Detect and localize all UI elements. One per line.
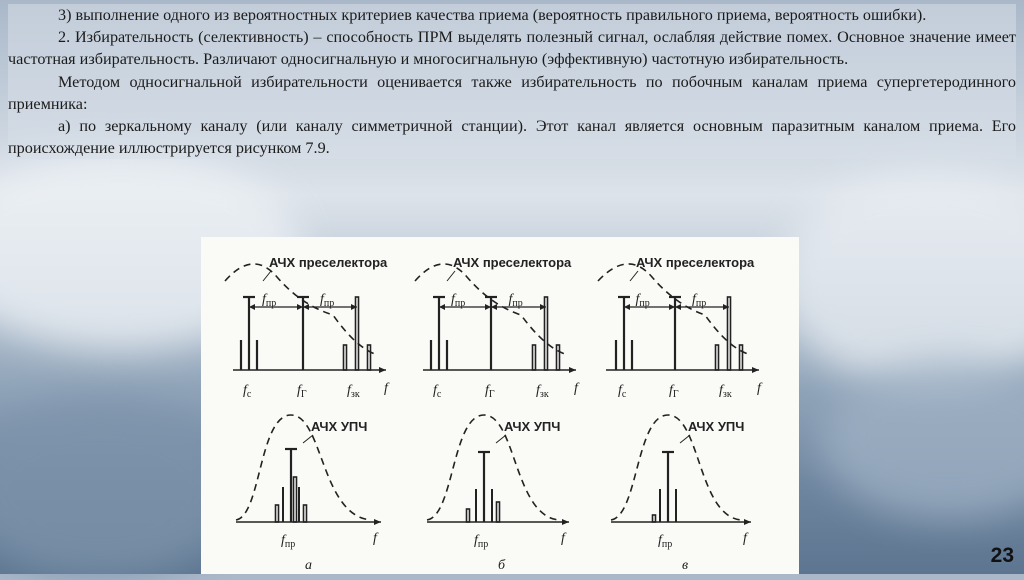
fg-label-2: $f_Г$: [485, 383, 495, 400]
mirror-carrier-3: [728, 297, 731, 370]
if-mirror-l-1: [276, 505, 279, 522]
bottom-f-label-2: f: [561, 531, 565, 546]
paragraph-2: 2. Избирательность (селективность) – способность ПРМ выделять полезный сигнал, ослабляя действие помех. Основное значение имеет частотная избирательность. Различают односигнальную и многосигнальную (эффективную) частотную избирательность.: [8, 28, 1016, 69]
figure-7-9: [201, 237, 799, 574]
bottom-f-label-3: f: [743, 531, 747, 546]
fzk-label-1: $f_{зк}$: [347, 383, 360, 400]
fzk-label-3: $f_{зк}$: [719, 383, 732, 400]
preselector-leader-1: [263, 271, 271, 281]
fpr-label-left-2: $f_{пр}$: [451, 292, 466, 309]
fpr-bottom-label-1: $f_{пр}$: [281, 533, 296, 550]
fc-label-3: $f_с$: [618, 383, 627, 400]
paragraph-1: 3) выполнение одного из вероятностных критериев качества приема (вероятность правильного приема, вероятность ошибки).: [58, 6, 927, 24]
paragraph-3: Методом односигнальной избирательности оценивается также избирательность по побочным каналам приема супергетеродинного приемника:: [8, 72, 1016, 113]
preselector-label-2: АЧХ преселектора: [453, 255, 572, 270]
top-axis-arrow-2: [569, 367, 576, 373]
fpr-bottom-label-2: $f_{пр}$: [474, 533, 489, 550]
fc-label-1: $f_с$: [243, 383, 252, 400]
if-mirror-l-2: [467, 509, 470, 522]
preselector-label-1: АЧХ преселектора: [269, 255, 388, 270]
top-f-label-2: f: [574, 381, 578, 396]
top-f-label-1: f: [384, 381, 388, 396]
if-mirror-r-2: [497, 502, 500, 522]
top-axis-arrow-1: [379, 367, 386, 373]
background-cloud: [780, 170, 1024, 390]
top-axis-arrow-3: [752, 367, 759, 373]
background-cloud: [820, 360, 1024, 520]
upch-leader-1: [303, 435, 313, 443]
upch-label-3: АЧХ УПЧ: [688, 419, 745, 434]
panel-letter-3: в: [682, 558, 689, 573]
bottom-axis-arrow-3: [744, 519, 751, 525]
preselector-leader-2: [447, 271, 455, 281]
upch-leader-3: [680, 435, 690, 443]
panel-letter-2: б: [498, 558, 506, 573]
upch-label-1: АЧХ УПЧ: [311, 419, 368, 434]
top-f-label-3: f: [757, 381, 761, 396]
page-number: 23: [990, 544, 1014, 567]
mirror-sideband-right-2: [557, 345, 560, 370]
mirror-sideband-left-2: [533, 345, 536, 370]
panel-letter-1: а: [305, 558, 312, 573]
fpr-bottom-label-3: $f_{пр}$: [658, 533, 673, 550]
if-mirror-c-1: [294, 477, 297, 522]
fzk-label-2: $f_{зк}$: [536, 383, 549, 400]
fc-label-2: $f_с$: [433, 383, 442, 400]
fg-label-1: $f_Г$: [297, 383, 307, 400]
mirror-sideband-left-1: [344, 345, 347, 370]
fpr-label-left-1: $f_{пр}$: [262, 292, 277, 309]
paragraph-4: а) по зеркальному каналу (или каналу симметричной станции). Этот канал является основным паразитным каналом приема. Его происхождение иллюстрируется рисунком 7.9.: [8, 117, 1016, 158]
mirror-carrier-2: [545, 297, 548, 370]
body-text: [8, 4, 1016, 159]
bottom-axis-arrow-1: [374, 519, 381, 525]
bottom-axis-arrow-2: [562, 519, 569, 525]
fg-label-3: $f_Г$: [669, 383, 679, 400]
mirror-carrier-1: [356, 297, 359, 370]
figure-7-9-diagram: [201, 237, 799, 574]
if-mirror-l-3: [653, 515, 656, 522]
if-mirror-r-1: [304, 505, 307, 522]
preselector-leader-3: [630, 271, 638, 281]
mirror-sideband-right-3: [740, 345, 743, 370]
fpr-label-right-3: $f_{пр}$: [692, 292, 707, 309]
mirror-sideband-left-3: [716, 345, 719, 370]
preselector-label-3: АЧХ преселектора: [636, 255, 755, 270]
bottom-f-label-1: f: [373, 531, 377, 546]
fpr-label-left-3: $f_{пр}$: [635, 292, 650, 309]
mirror-sideband-right-1: [368, 345, 371, 370]
fpr-label-right-1: $f_{пр}$: [320, 292, 335, 309]
upch-label-2: АЧХ УПЧ: [504, 419, 561, 434]
upch-leader-2: [496, 435, 506, 443]
fpr-label-right-2: $f_{пр}$: [508, 292, 523, 309]
